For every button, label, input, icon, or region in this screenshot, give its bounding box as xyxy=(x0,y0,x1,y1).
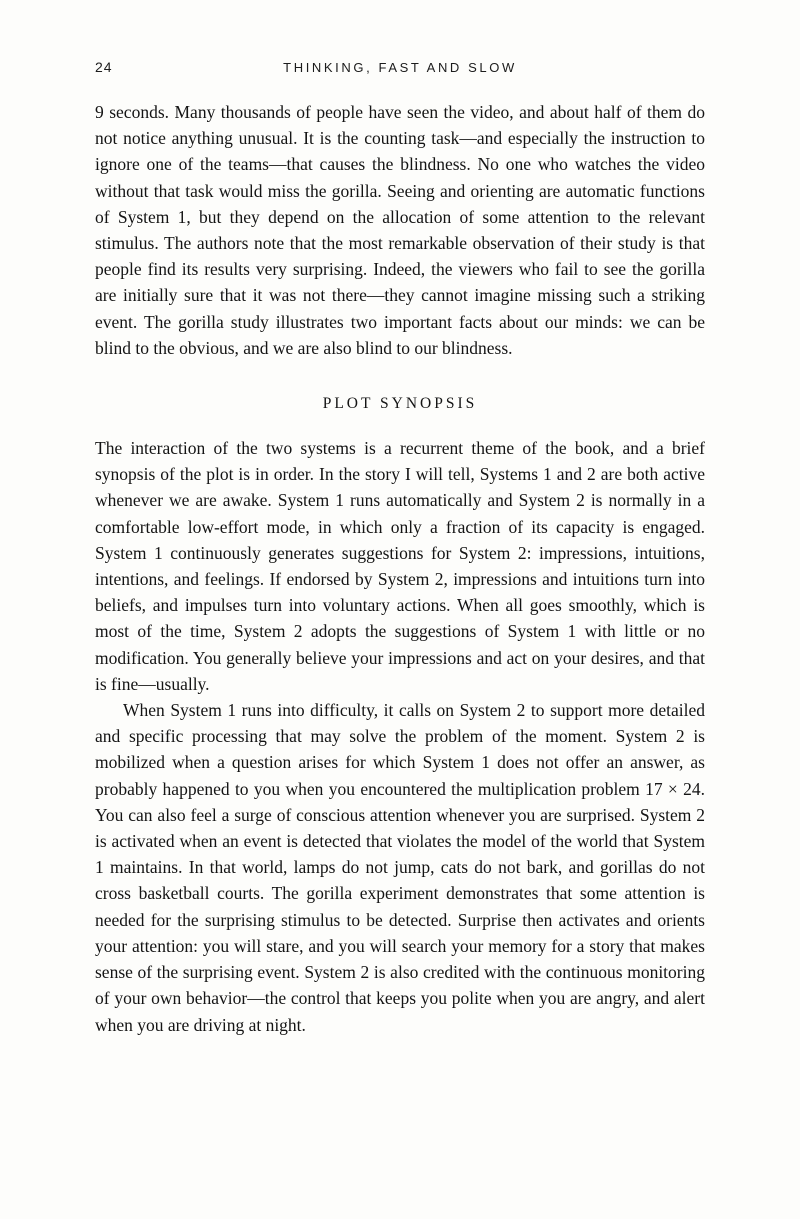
body-paragraph-3: When System 1 runs into difficulty, it calls on System 2 to support more detailed and specific processing that may solve the problem of the moment. System 2 is mobilized when a question arises for which System 1 does not offer an answer, as probably happened to you when you encountered the multiplication problem 17 × 24. You can also feel a surge of conscious attention whenever you are surprised. System 2 is activated when an event is detected that violates the model of the world that System 1 maintains. In that world, lamps do not jump, cats do not bark, and gorillas do not cross basketball courts. The gorilla experiment demonstrates that some attention is needed for the surprising stimulus to be detected. Surprise then activates and orients your attention: you will stare, and you will search your memory for a story that makes sense of the surprising event. System 2 is also credited with the continuous monitoring of your own behavior—the control that keeps you polite when you are angry, and alert when you are driving at night. xyxy=(95,700,705,1035)
text-block xyxy=(95,99,705,1038)
running-header: THINKING, FAST AND SLOW xyxy=(283,60,517,75)
page-header xyxy=(0,0,800,78)
section-heading: PLOT SYNOPSIS xyxy=(322,395,478,413)
body-paragraph-2: The interaction of the two systems is a recurrent theme of the book, and a brief synopsis of the plot is in order. In the story I will tell, Systems 1 and 2 are both active whenever we are awake. System 1 runs automatically and System 2 is normally in a comfortable low-effort mode, in which only a fraction of its capacity is engaged. System 1 continuously generates suggestions for System 2: impressions, intuitions, intentions, and feelings. If endorsed by System 2, impressions and intuitions turn into beliefs, and impulses turn into voluntary actions. When all goes smoothly, which is most of the time, System 2 adopts the suggestions of System 1 with little or no modification. You generally believe your impressions and act on your desires, and that is fine—usually. xyxy=(95,438,705,694)
page-number: 24 xyxy=(95,59,113,75)
body-paragraph-1: 9 seconds. Many thousands of people have seen the video, and about half of them do not notice anything unusual. It is the counting task—and especially the instruction to ignore one of the teams—that causes the blindness. No one who watches the video without that task would miss the gorilla. Seeing and orienting are automatic functions of System 1, but they depend on the allocation of some attention to the relevant stimulus. The authors note that the most remarkable observation of their study is that people find its results very surprising. Indeed, the viewers who fail to see the gorilla are initially sure that it was not there—they cannot imagine missing such a striking event. The gorilla study illustrates two important facts about our minds: we can be blind to the obvious, and we are also blind to our blindness. xyxy=(95,102,705,358)
